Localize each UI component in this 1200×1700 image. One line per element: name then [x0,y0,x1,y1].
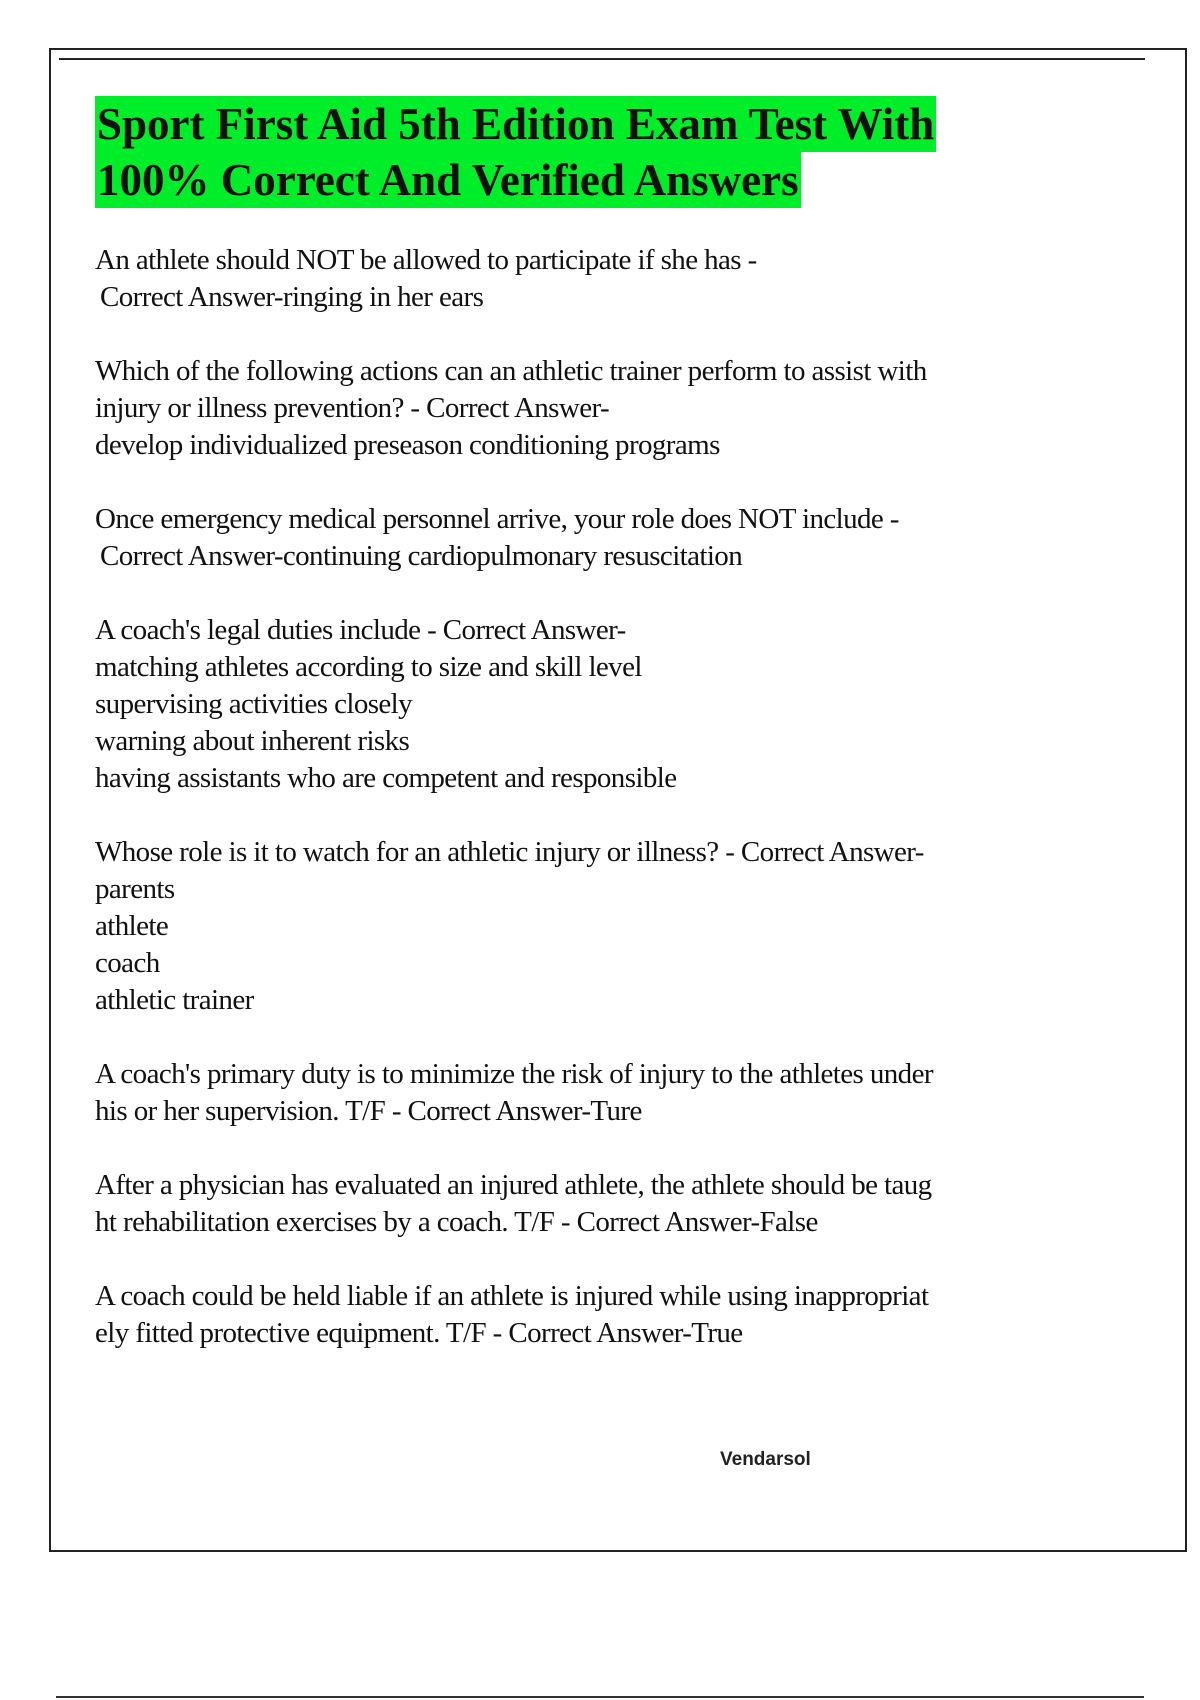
qa-line: parents [95,873,175,905]
qa-line: An athlete should NOT be allowed to participate if she has - [95,244,757,276]
qa-line: Which of the following actions can an athletic trainer perform to assist with [95,355,927,387]
qa-item [95,1167,1085,1241]
qa-list [95,242,1085,1389]
qa-line: Correct Answer-continuing cardiopulmonary resuscitation [100,540,743,572]
qa-line: his or her supervision. T/F - Correct Answer-Ture [95,1095,642,1127]
bottom-rule [56,1696,1144,1698]
title-line: 100% Correct And Verified Answers [95,152,801,208]
qa-item [95,353,1085,464]
qa-line: A coach's primary duty is to minimize the risk of injury to the athletes under [95,1058,933,1090]
qa-line: athlete [95,910,169,942]
qa-line: After a physician has evaluated an injured athlete, the athlete should be taug [95,1169,932,1201]
qa-line: matching athletes according to size and skill level [95,651,642,683]
qa-line: athletic trainer [95,984,254,1016]
qa-item [95,834,1085,1019]
qa-line: warning about inherent risks [95,725,410,757]
title-line: Sport First Aid 5th Edition Exam Test With [95,96,936,152]
footer-brand: Vendarsol [720,1449,811,1470]
top-rule [59,58,1145,60]
qa-line: injury or illness prevention? - Correct Answer- [95,392,610,424]
qa-item [95,242,1085,316]
qa-item [95,612,1085,797]
qa-line: Whose role is it to watch for an athletic injury or illness? - Correct Answer- [95,836,924,868]
qa-line: Once emergency medical personnel arrive, your role does NOT include - [95,503,899,535]
qa-line: A coach's legal duties include - Correct Answer- [95,614,626,646]
qa-item [95,1056,1085,1130]
qa-line: supervising activities closely [95,688,413,720]
document-title [95,96,1055,208]
qa-line: develop individualized preseason conditioning programs [95,429,720,461]
qa-line: Correct Answer-ringing in her ears [100,281,484,313]
qa-line: having assistants who are competent and responsible [95,762,677,794]
qa-line: A coach could be held liable if an athlete is injured while using inappropriat [95,1280,929,1312]
qa-line: ely fitted protective equipment. T/F - Correct Answer-True [95,1317,743,1349]
qa-item [95,1278,1085,1352]
qa-item [95,501,1085,575]
qa-line: ht rehabilitation exercises by a coach. T/F - Correct Answer-False [95,1206,818,1238]
qa-line: coach [95,947,160,979]
